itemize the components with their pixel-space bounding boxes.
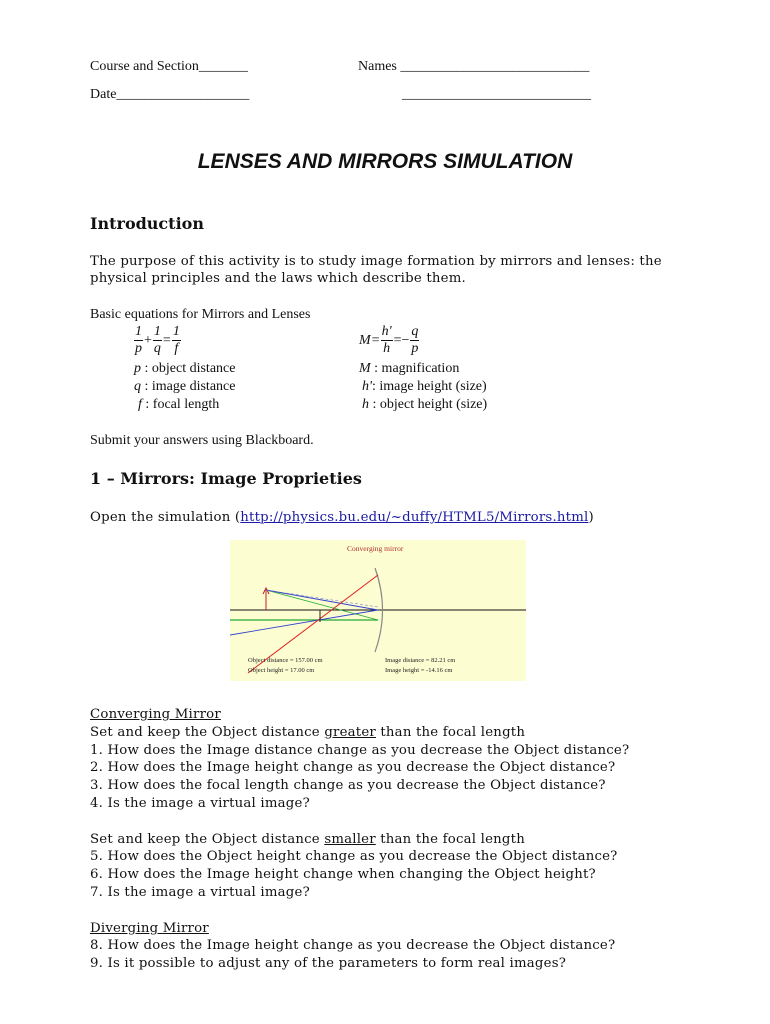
section-1-heading: 1 – Mirrors: Image Proprieties [90, 469, 362, 488]
object-distance-readout: Object distance = 157.00 cm [248, 657, 323, 664]
question-4: 4. Is the image a virtual image? [90, 796, 310, 811]
converging-heading: Converging Mirror [90, 707, 221, 722]
question-7: 7. Is the image a virtual image? [90, 885, 310, 900]
question-9: 9. Is it possible to adjust any of the parameters to form real images? [90, 956, 567, 971]
def-focal-length: f : focal length [138, 397, 220, 412]
green-ray-reflected [266, 590, 378, 620]
fraction-q-over-p: $\frac{q}{p}$ [411, 324, 419, 356]
def-magnification: M : magnification [359, 361, 460, 376]
def-image-distance: q : image distance [134, 379, 236, 394]
intro-heading: Introduction [90, 214, 204, 233]
page-title: LENSES AND MIRRORS SIMULATION [197, 150, 573, 173]
def-object-distance: p : object distance [134, 361, 236, 376]
simulation-title: Converging mirror [347, 544, 404, 553]
names-field: Names ___________________________ [358, 59, 590, 74]
converging-set-2: Set and keep the Object distance smaller than the focal length [90, 832, 525, 847]
mirror-equation [134, 324, 181, 357]
question-5: 5. How does the Object height change as you decrease the Object distance? [90, 849, 618, 864]
object-height-readout: Object height = 17.00 cm [248, 667, 315, 674]
ray-diagram [230, 540, 526, 681]
intro-line-1: The purpose of this activity is to study image formation by mirrors and lenses: the [90, 254, 662, 269]
image-distance-readout: Image distance = 82.21 cm [385, 657, 456, 664]
date-field: Date___________________ [90, 87, 250, 102]
fraction-1-over-f: $\frac{1}{f}$ [172, 324, 180, 356]
open-simulation-line: Open the simulation (http://physics.bu.edu/~duffy/HTML5/Mirrors.html) [90, 510, 594, 525]
intro-line-2: physical principles and the laws which describe them. [90, 271, 466, 286]
fraction-1-over-p: $\frac{1}{p}$ [135, 324, 142, 356]
submit-instruction: Submit your answers using Blackboard. [90, 433, 314, 448]
diverging-heading: Diverging Mirror [90, 921, 209, 936]
simulation-link[interactable]: http://physics.bu.edu/~duffy/HTML5/Mirrors.html [240, 510, 589, 525]
question-6: 6. How does the Image height change when changing the Object height? [90, 867, 596, 882]
magnification-symbol: M [359, 332, 371, 348]
question-1: 1. How does the Image distance change as you decrease the Object distance? [90, 743, 630, 758]
plus-sign: + [144, 332, 152, 348]
question-2: 2. How does the Image height change as you decrease the Object distance? [90, 760, 616, 775]
fraction-h-prime-over-h: $\frac{h'}{h}$ [381, 324, 392, 356]
blue-ray-1 [266, 590, 378, 610]
names-field-line2: ___________________________ [402, 87, 591, 102]
image-height-readout: Image height = -14.16 cm [385, 667, 453, 674]
magnification-equation [359, 324, 419, 357]
equals-minus-sign: =− [393, 332, 410, 348]
def-object-height: h : object height (size) [362, 397, 488, 412]
question-3: 3. How does the focal length change as you decrease the Object distance? [90, 778, 606, 793]
fraction-1-over-q: $\frac{1}{q}$ [153, 324, 161, 356]
simulation-screenshot [230, 540, 526, 681]
question-8: 8. How does the Image height change as you decrease the Object distance? [90, 938, 616, 953]
blue-ray-dashed [266, 590, 378, 607]
converging-set-1: Set and keep the Object distance greater than the focal length [90, 725, 526, 740]
equations-label: Basic equations for Mirrors and Lenses [90, 307, 311, 322]
equals-sign: = [371, 332, 380, 348]
course-section-field: Course and Section_______ [90, 59, 248, 74]
equals-sign: = [162, 332, 171, 348]
def-image-height: h': image height (size) [362, 379, 487, 394]
